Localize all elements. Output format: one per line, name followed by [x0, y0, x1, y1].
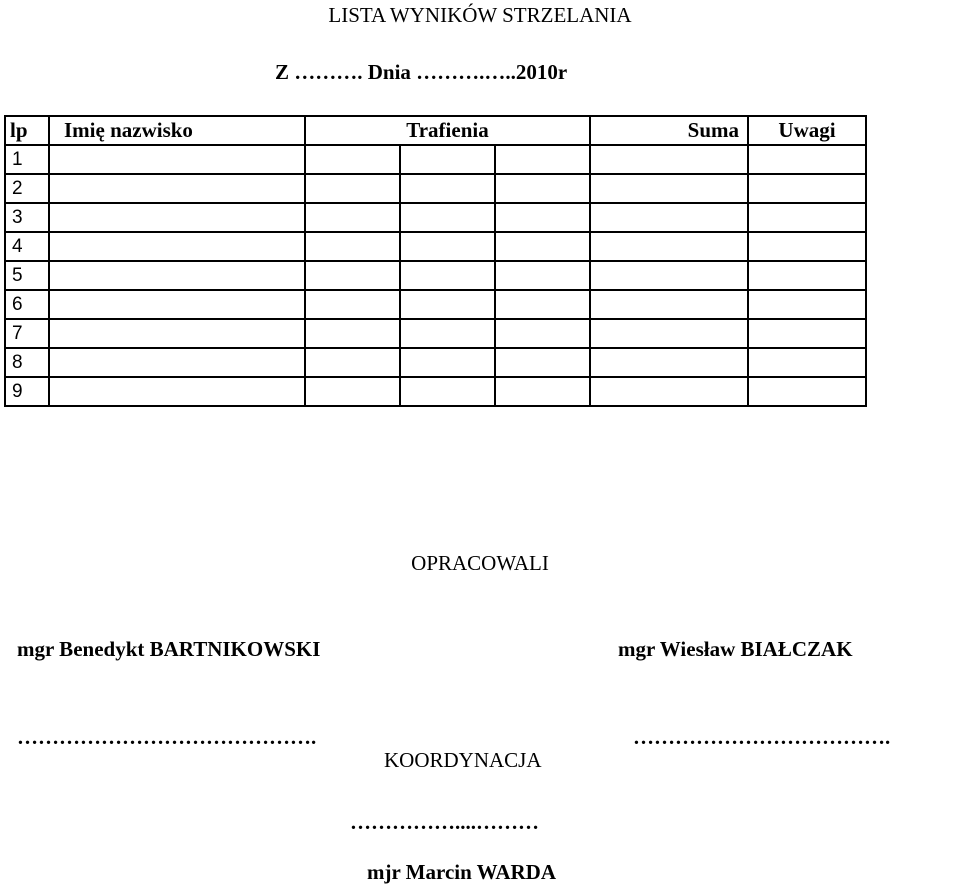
hit-cell-1[interactable]	[305, 377, 400, 406]
sum-cell[interactable]	[590, 145, 748, 174]
name-cell[interactable]	[49, 290, 305, 319]
signatory-left: mgr Benedykt BARTNIKOWSKI	[17, 637, 321, 661]
hit-cell-3[interactable]	[495, 145, 590, 174]
hit-cell-2[interactable]	[400, 232, 495, 261]
name-cell[interactable]	[49, 377, 305, 406]
signatory-right: mgr Wiesław BIAŁCZAK	[618, 637, 853, 661]
prepared-by-label: OPRACOWALI	[411, 551, 549, 575]
hit-cell-2[interactable]	[400, 174, 495, 203]
header-notes: Uwagi	[748, 116, 866, 145]
name-cell[interactable]	[49, 232, 305, 261]
table-row	[5, 203, 866, 232]
name-cell[interactable]	[49, 203, 305, 232]
sum-cell[interactable]	[590, 261, 748, 290]
name-cell[interactable]	[49, 348, 305, 377]
signature-line-right: ……………………………….	[633, 725, 891, 749]
notes-cell[interactable]	[748, 145, 866, 174]
table-row	[5, 174, 866, 203]
sum-cell[interactable]	[590, 290, 748, 319]
hit-cell-1[interactable]	[305, 174, 400, 203]
hit-cell-3[interactable]	[495, 232, 590, 261]
hit-cell-3[interactable]	[495, 290, 590, 319]
name-cell[interactable]	[49, 145, 305, 174]
sum-cell[interactable]	[590, 203, 748, 232]
row-number: 1	[5, 145, 49, 174]
hit-cell-2[interactable]	[400, 377, 495, 406]
hit-cell-3[interactable]	[495, 203, 590, 232]
sum-cell[interactable]	[590, 348, 748, 377]
hit-cell-3[interactable]	[495, 261, 590, 290]
hit-cell-2[interactable]	[400, 290, 495, 319]
table-row	[5, 319, 866, 348]
document-title: LISTA WYNIKÓW STRZELANIA	[328, 3, 632, 27]
signatory-center: mjr Marcin WARDA	[367, 860, 556, 884]
notes-cell[interactable]	[748, 377, 866, 406]
notes-cell[interactable]	[748, 348, 866, 377]
row-number: 6	[5, 290, 49, 319]
notes-cell[interactable]	[748, 319, 866, 348]
table-row	[5, 232, 866, 261]
hit-cell-1[interactable]	[305, 203, 400, 232]
hit-cell-1[interactable]	[305, 348, 400, 377]
table-row	[5, 377, 866, 406]
row-number: 4	[5, 232, 49, 261]
hit-cell-2[interactable]	[400, 203, 495, 232]
hit-cell-3[interactable]	[495, 377, 590, 406]
hit-cell-1[interactable]	[305, 319, 400, 348]
table-row	[5, 261, 866, 290]
row-number: 9	[5, 377, 49, 406]
signature-line-left: …………………………………….	[17, 725, 317, 749]
row-number: 7	[5, 319, 49, 348]
sum-cell[interactable]	[590, 377, 748, 406]
hit-cell-2[interactable]	[400, 261, 495, 290]
signature-line-center: ……………....………	[350, 810, 539, 834]
hit-cell-1[interactable]	[305, 290, 400, 319]
table-row	[5, 145, 866, 174]
hit-cell-1[interactable]	[305, 145, 400, 174]
hit-cell-3[interactable]	[495, 348, 590, 377]
coordination-label: KOORDYNACJA	[384, 748, 542, 772]
row-number: 8	[5, 348, 49, 377]
row-number: 2	[5, 174, 49, 203]
results-table	[4, 115, 867, 407]
notes-cell[interactable]	[748, 203, 866, 232]
notes-cell[interactable]	[748, 232, 866, 261]
table-header-row	[5, 116, 866, 145]
header-lp: lp	[5, 116, 49, 145]
hit-cell-1[interactable]	[305, 232, 400, 261]
hit-cell-2[interactable]	[400, 348, 495, 377]
name-cell[interactable]	[49, 319, 305, 348]
hit-cell-2[interactable]	[400, 145, 495, 174]
sum-cell[interactable]	[590, 174, 748, 203]
hit-cell-3[interactable]	[495, 319, 590, 348]
hit-cell-2[interactable]	[400, 319, 495, 348]
header-hits: Trafienia	[305, 116, 590, 145]
date-line: Z ………. Dnia ……….…..2010r	[275, 60, 568, 84]
name-cell[interactable]	[49, 174, 305, 203]
notes-cell[interactable]	[748, 290, 866, 319]
hit-cell-3[interactable]	[495, 174, 590, 203]
notes-cell[interactable]	[748, 174, 866, 203]
row-number: 5	[5, 261, 49, 290]
table-row	[5, 290, 866, 319]
name-cell[interactable]	[49, 261, 305, 290]
sum-cell[interactable]	[590, 319, 748, 348]
header-name: Imię nazwisko	[49, 116, 305, 145]
sum-cell[interactable]	[590, 232, 748, 261]
table-row	[5, 348, 866, 377]
header-sum: Suma	[590, 116, 748, 145]
notes-cell[interactable]	[748, 261, 866, 290]
row-number: 3	[5, 203, 49, 232]
hit-cell-1[interactable]	[305, 261, 400, 290]
